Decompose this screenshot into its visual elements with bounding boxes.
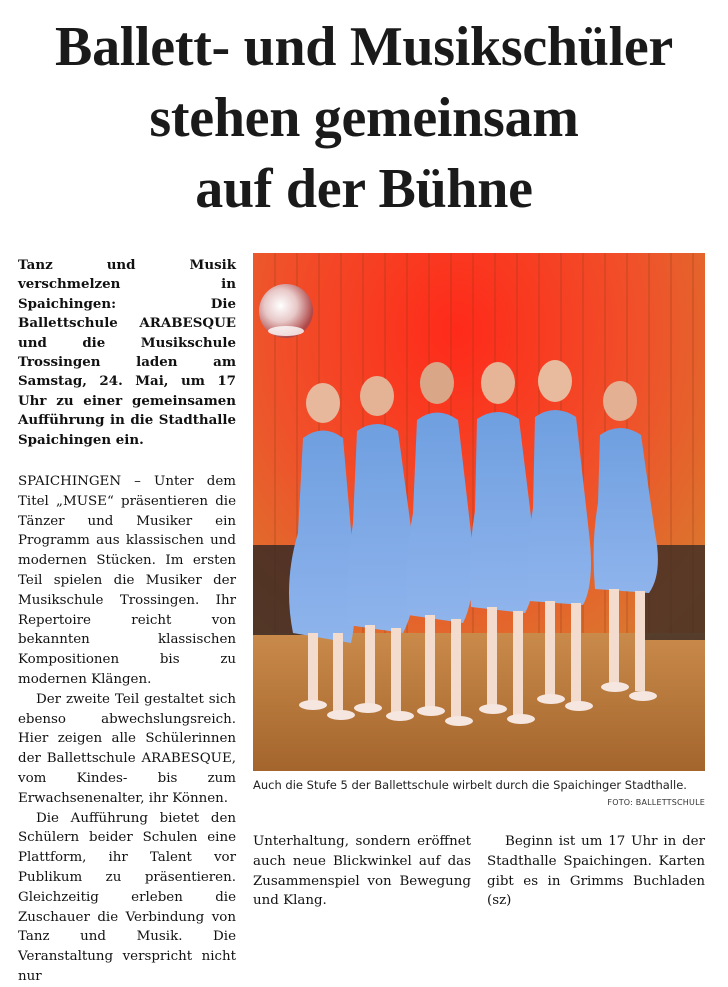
headline-line-1: Ballett- und Musikschüler <box>55 16 673 78</box>
body-column-2-text: Unterhaltung, sondern eröffnet auch neue Blickwinkel auf das Zusammenspiel von Bewegung und Klang. <box>253 834 471 909</box>
photo-caption: Auch die Stufe 5 der Ballettschule wirbelt durch die Spaichinger Stadthalle. <box>253 778 687 792</box>
article-column-2 <box>253 832 471 911</box>
article-body <box>18 472 236 987</box>
headline <box>0 12 728 225</box>
headline-line-2: stehen gemeinsam <box>149 87 579 149</box>
body-paragraph-1: SPAICHINGEN – Unter dem Titel „MUSE“ präsentieren die Tänzer und Musiker ein Programm aus klassischen und modernen Stücken. Im ersten Teil spielen die Musiker der Musikschule Trossingen. Ihr Repertoire reicht von bekannten klassischen Kompositionen bis zu modernen Klängen. <box>18 474 236 688</box>
body-paragraph-3: Die Aufführung bietet den Schülern beider Schulen eine Plattform, ihr Talent vor Publikum zu präsentieren. Gleichzeitig erleben die Zuschauer die Verbindung von Tanz und Musik. Die Veranstaltung verspricht nicht nur <box>18 810 236 984</box>
photo-credit: FOTO: BALLETTSCHULE <box>607 798 705 807</box>
body-column-3-text: Beginn ist um 17 Uhr in der Stadthalle Spaichingen. Karten gibt es in Grimms Buchladen (sz) <box>487 834 705 909</box>
article-left-column <box>18 256 236 987</box>
ballet-photo <box>253 253 705 771</box>
article-lead: Tanz und Musik verschmelzen in Spaichingen: Die Ballettschule ARABESQUE und die Musikschule Trossingen laden am Samstag, 24. Mai, um 17 Uhr zu einer gemeinsamen Aufführung in die Stadthalle Spaichingen ein. <box>18 257 236 448</box>
body-paragraph-2: Der zweite Teil gestaltet sich ebenso abwechslungsreich. Hier zeigen alle Schülerinnen der Ballettschule ARABESQUE, vom Kindes- bis zum Erwachsenenalter, ihr Können. <box>18 691 236 806</box>
headline-line-3: auf der Bühne <box>195 158 533 220</box>
article-column-3 <box>487 832 705 911</box>
